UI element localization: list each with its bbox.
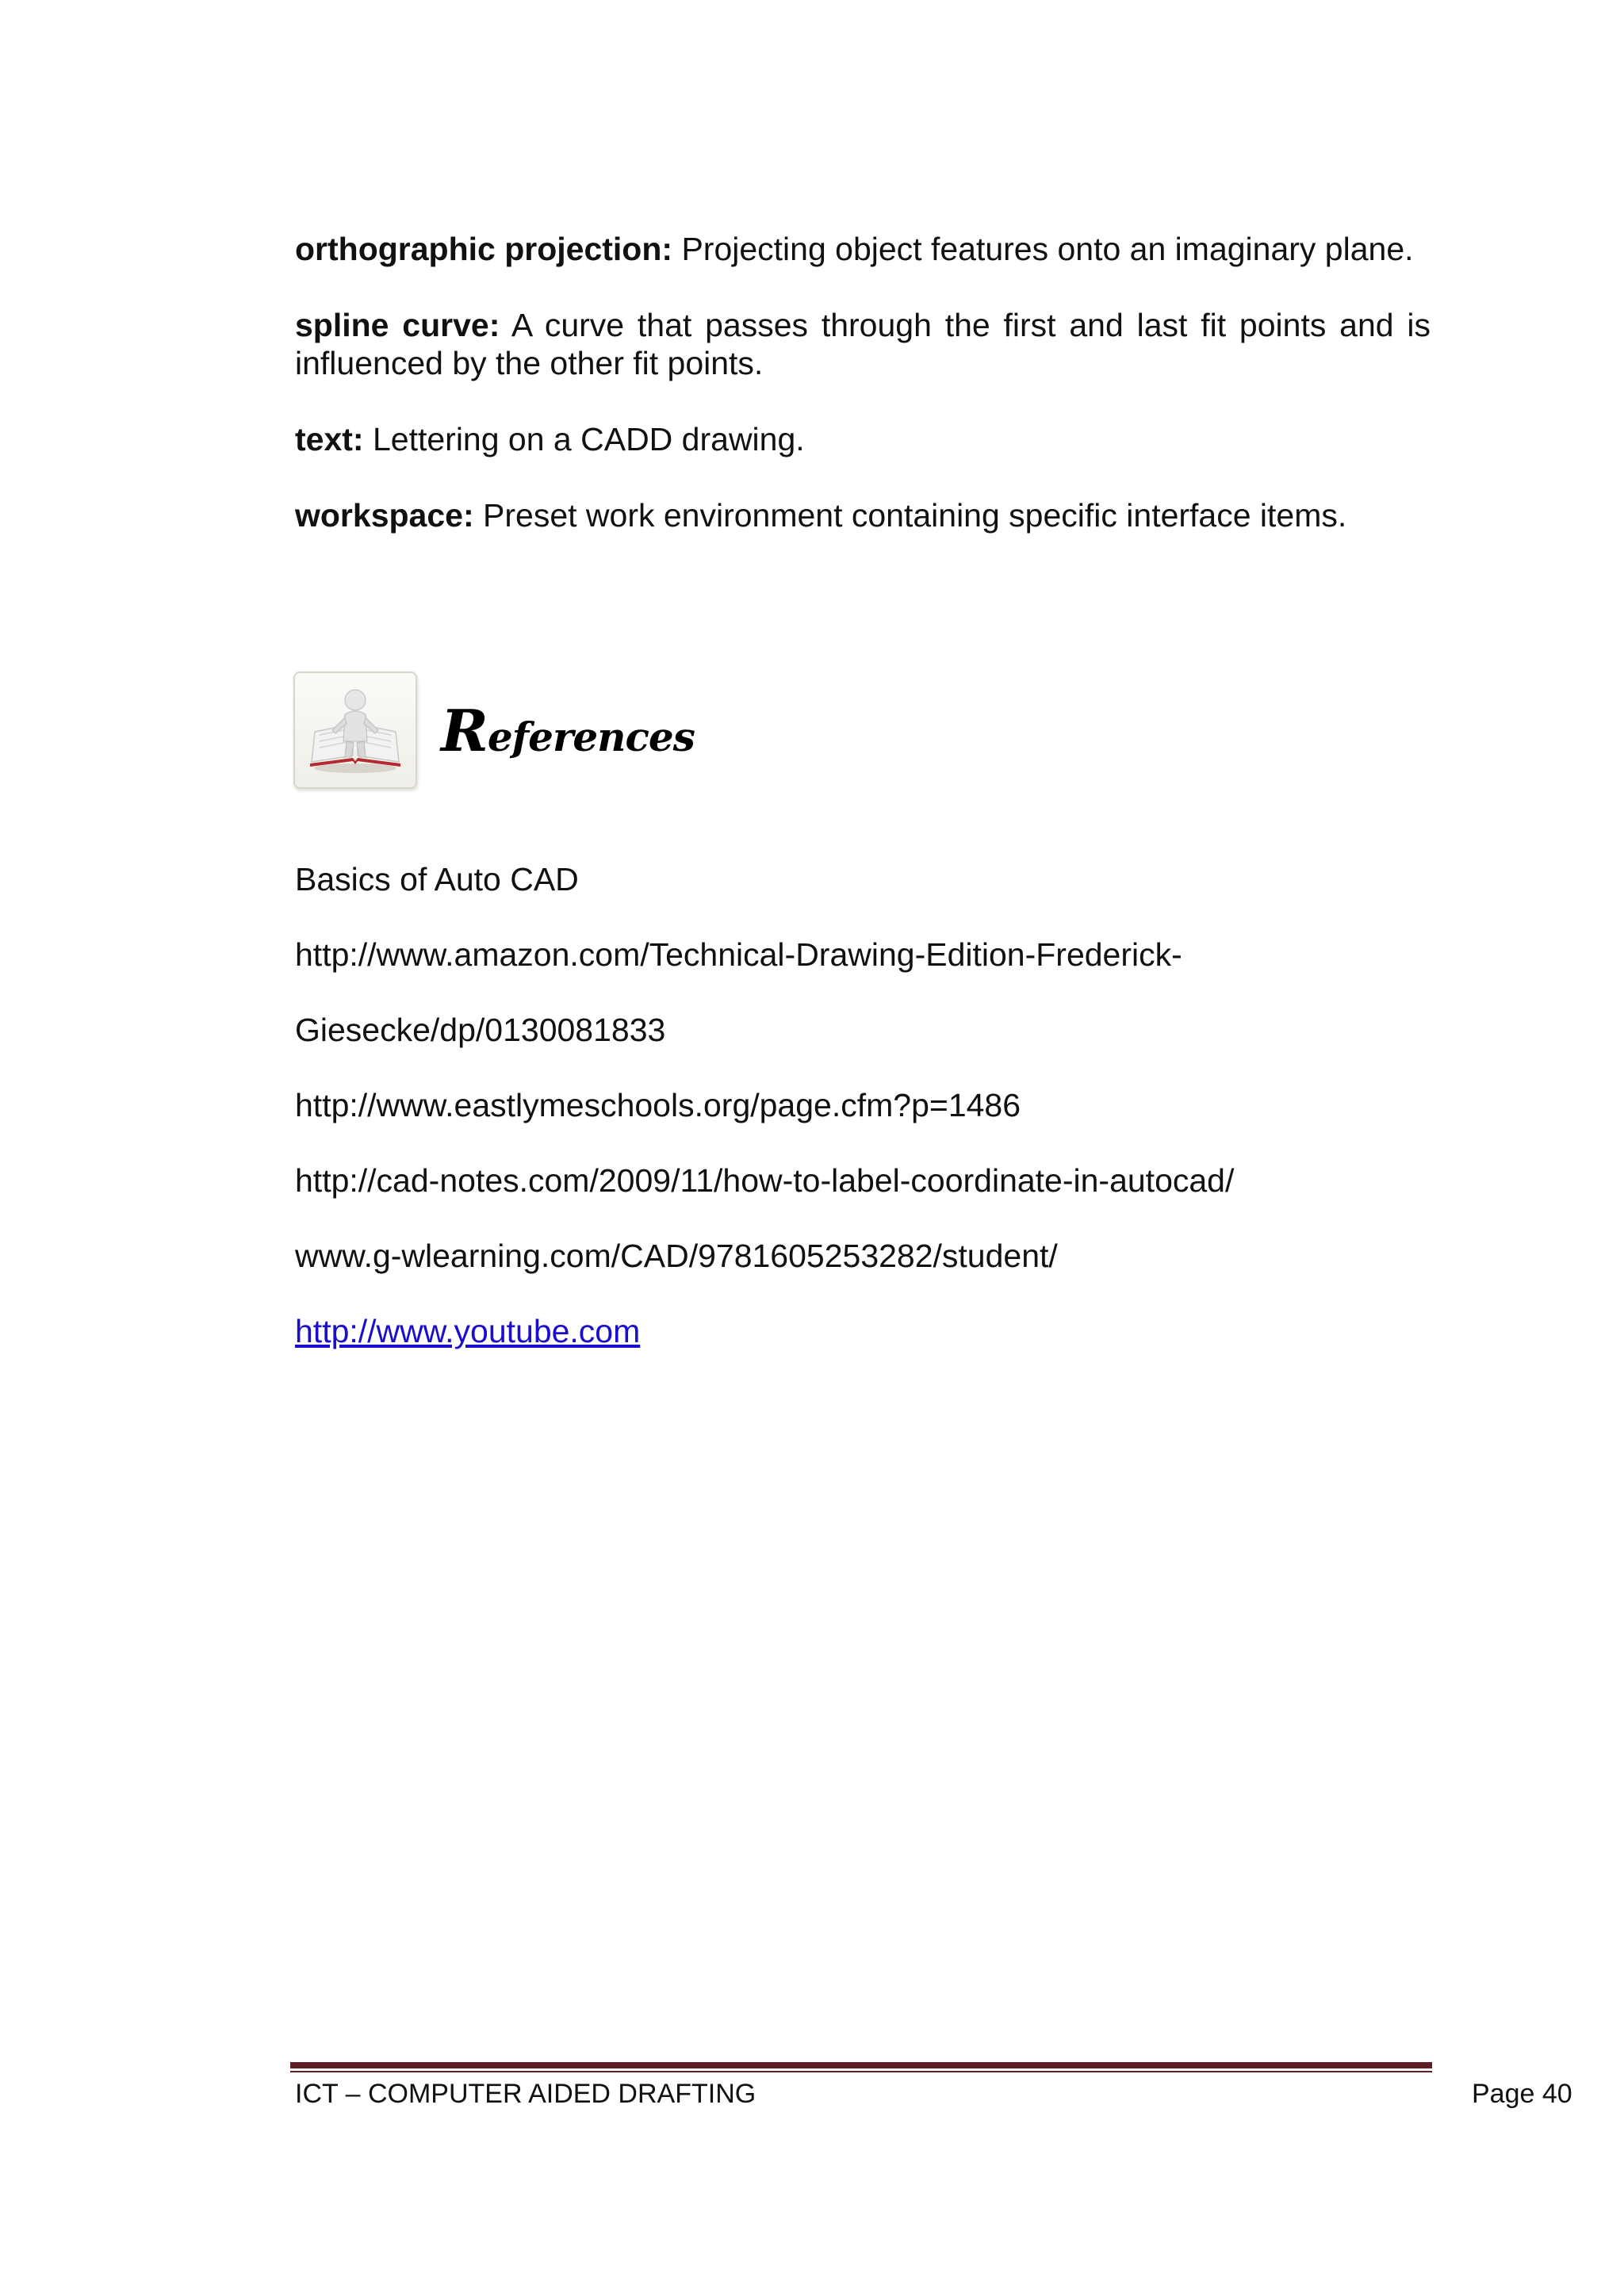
glossary-definition: Preset work environment containing specific interface items. bbox=[483, 497, 1347, 534]
reference-item: http://cad-notes.com/2009/11/how-to-label-coordinate-in-autocad/ bbox=[295, 1162, 1235, 1199]
references-title-cap: R bbox=[441, 696, 488, 764]
glossary-entry bbox=[295, 420, 1431, 458]
reference-item: http://www.eastlymeschools.org/page.cfm?p=1486 bbox=[295, 1087, 1021, 1123]
glossary-section bbox=[295, 230, 1431, 572]
reference-item: Basics of Auto CAD bbox=[295, 861, 579, 897]
book-reader-icon bbox=[293, 672, 417, 789]
reference-item: www.g-wlearning.com/CAD/9781605253282/student/ bbox=[295, 1238, 1058, 1274]
reference-item: Giesecke/dp/0130081833 bbox=[295, 1012, 666, 1048]
footer-rule-thick bbox=[290, 2062, 1432, 2068]
glossary-entry bbox=[295, 306, 1431, 382]
glossary-term: text: bbox=[295, 421, 364, 457]
glossary-entry bbox=[295, 496, 1431, 534]
youtube-link[interactable]: http://www.youtube.com bbox=[295, 1313, 641, 1349]
glossary-definition: Projecting object features onto an imaginary plane. bbox=[681, 231, 1414, 267]
glossary-term: spline curve: bbox=[295, 307, 500, 343]
glossary-term: orthographic projection: bbox=[295, 231, 673, 267]
references-heading bbox=[293, 670, 695, 790]
reference-item: http://www.amazon.com/Technical-Drawing-Edition-Frederick- bbox=[295, 936, 1182, 973]
footer-rule bbox=[290, 2062, 1432, 2072]
references-title bbox=[441, 697, 695, 764]
page-number: Page 40 bbox=[1472, 2079, 1572, 2109]
references-list bbox=[295, 860, 1445, 1350]
glossary-entry bbox=[295, 230, 1431, 268]
references-title-rest: eferences bbox=[487, 713, 695, 760]
footer-title: ICT – COMPUTER AIDED DRAFTING bbox=[295, 2079, 756, 2109]
glossary-term: workspace: bbox=[295, 497, 474, 534]
glossary-definition: Lettering on a CADD drawing. bbox=[372, 421, 805, 457]
glossary-definition: A curve that passes through the first and last fit points and is influenced by the other fit points. bbox=[295, 307, 1431, 381]
footer-rule-thin bbox=[290, 2071, 1432, 2072]
